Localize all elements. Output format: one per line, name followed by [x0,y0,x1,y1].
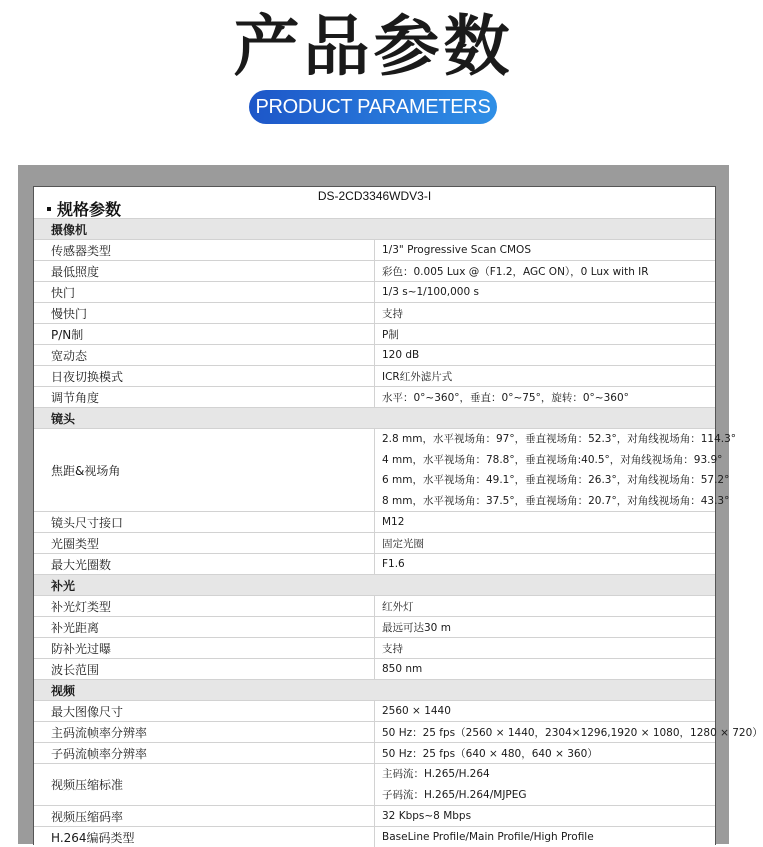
spec-row [34,722,715,743]
spec-value-line: 850 nm [382,663,422,675]
spec-row [34,743,715,764]
spec-row [34,701,715,722]
spec-row [34,554,715,575]
spec-value-line: 支持 [382,308,403,320]
spec-value-line: 4 mm，水平视场角：78.8°，垂直视场角:40.5°，对角线视场角：93.9° [382,450,715,471]
spec-value [375,638,716,659]
spec-key: 慢快门 [34,303,375,324]
spec-value [375,366,716,387]
spec-key: 子码流帧率分辨率 [34,743,375,764]
spec-heading-text: 规格参数 [57,200,121,219]
spec-value [375,512,716,533]
model-number: DS-2CD3346WDV3-I [34,189,715,203]
spec-row [34,806,715,827]
spec-row [34,533,715,554]
spec-key: 波长范围 [34,659,375,680]
spec-value [375,261,716,282]
spec-value-line: 固定光圈 [382,538,424,550]
spec-row [34,617,715,638]
section-title: 补光 [34,575,715,596]
spec-row [34,638,715,659]
spec-table [34,218,715,847]
spec-value-line: 支持 [382,643,403,655]
spec-value [375,827,716,847]
spec-key: 光圈类型 [34,533,375,554]
spec-value-line: 32 Kbps~8 Mbps [382,810,471,822]
spec-row [34,303,715,324]
spec-value-line: 2.8 mm，水平视场角：97°，垂直视场角：52.3°，对角线视场角：114.3° [382,429,715,450]
spec-key: 日夜切换模式 [34,366,375,387]
spec-value [375,722,716,743]
spec-value-line: M12 [382,516,404,528]
spec-key: 快门 [34,282,375,303]
spec-key: 传感器类型 [34,240,375,261]
hero-banner [0,0,747,165]
spec-value [375,764,716,806]
spec-value [375,659,716,680]
spec-value [375,743,716,764]
spec-row [34,345,715,366]
spec-key: 镜头尺寸接口 [34,512,375,533]
spec-sheet-header [34,187,715,218]
spec-key: 宽动态 [34,345,375,366]
spec-key: 视频压缩标准 [34,764,375,806]
spec-value-line: 子码流：H.265/H.264/MJPEG [382,785,715,806]
spec-value [375,806,716,827]
spec-value-line: 50 Hz：25 fps（640 × 480，640 × 360） [382,748,598,760]
spec-value-line: 彩色：0.005 Lux @（F1.2，AGC ON），0 Lux with IR [382,266,649,278]
spec-row [34,387,715,408]
section-header [34,575,715,596]
spec-value-line: BaseLine Profile/Main Profile/High Profile [382,831,594,843]
spec-key: 补光距离 [34,617,375,638]
spec-value-line: 1/3 s~1/100,000 s [382,286,479,298]
spec-value [375,324,716,345]
spec-row [34,764,715,806]
spec-value-line: 水平：0°~360°，垂直：0°~75°，旋转：0°~360° [382,392,629,404]
spec-value-line: 主码流：H.265/H.264 [382,764,715,785]
spec-row [34,240,715,261]
spec-key: 防补光过曝 [34,638,375,659]
spec-value [375,303,716,324]
spec-value-line: 6 mm，水平视场角：49.1°，垂直视场角：26.3°，对角线视场角：57.2° [382,470,715,491]
spec-value-line: 1/3" Progressive Scan CMOS [382,244,531,256]
section-title: 视频 [34,680,715,701]
section-header [34,219,715,240]
spec-row [34,512,715,533]
spec-value [375,240,716,261]
spec-value-line: 50 Hz：25 fps（2560 × 1440，2304×1296,1920 × 1080，1280 × 720） [382,727,763,739]
spec-value [375,282,716,303]
spec-value-line: 红外灯 [382,601,414,613]
spec-key: P/N制 [34,324,375,345]
spec-row [34,659,715,680]
page-title: 产品参数 [0,4,747,90]
spec-row [34,827,715,847]
subtitle-pill: PRODUCT PARAMETERS [249,90,497,124]
section-title: 镜头 [34,408,715,429]
spec-key: 补光灯类型 [34,596,375,617]
spec-key: 焦距&视场角 [34,429,375,512]
spec-heading [47,197,121,220]
spec-row [34,596,715,617]
spec-key: 视频压缩码率 [34,806,375,827]
spec-key: 调节角度 [34,387,375,408]
spec-sheet [33,186,716,845]
spec-value-line: ICR红外滤片式 [382,371,452,383]
spec-value [375,429,716,512]
spec-value [375,345,716,366]
spec-row [34,429,715,512]
section-title: 摄像机 [34,219,715,240]
spec-value [375,596,716,617]
spec-key: 最低照度 [34,261,375,282]
spec-key: 主码流帧率分辨率 [34,722,375,743]
spec-value-line: F1.6 [382,558,405,570]
spec-value [375,533,716,554]
spec-row [34,261,715,282]
spec-value [375,701,716,722]
section-header [34,408,715,429]
spec-value-line: P制 [382,329,399,341]
spec-value-line: 120 dB [382,349,419,361]
spec-row [34,324,715,345]
spec-value [375,617,716,638]
spec-row [34,282,715,303]
spec-value-line: 最远可达30 m [382,622,451,634]
spec-value [375,554,716,575]
bullet-square-icon [47,207,51,211]
spec-value-line: 8 mm，水平视场角：37.5°，垂直视场角：20.7°，对角线视场角：43.3° [382,491,715,512]
spec-value-line: 2560 × 1440 [382,705,451,717]
spec-key: H.264编码类型 [34,827,375,847]
spec-key: 最大图像尺寸 [34,701,375,722]
spec-key: 最大光圈数 [34,554,375,575]
section-header [34,680,715,701]
spec-row [34,366,715,387]
spec-value [375,387,716,408]
